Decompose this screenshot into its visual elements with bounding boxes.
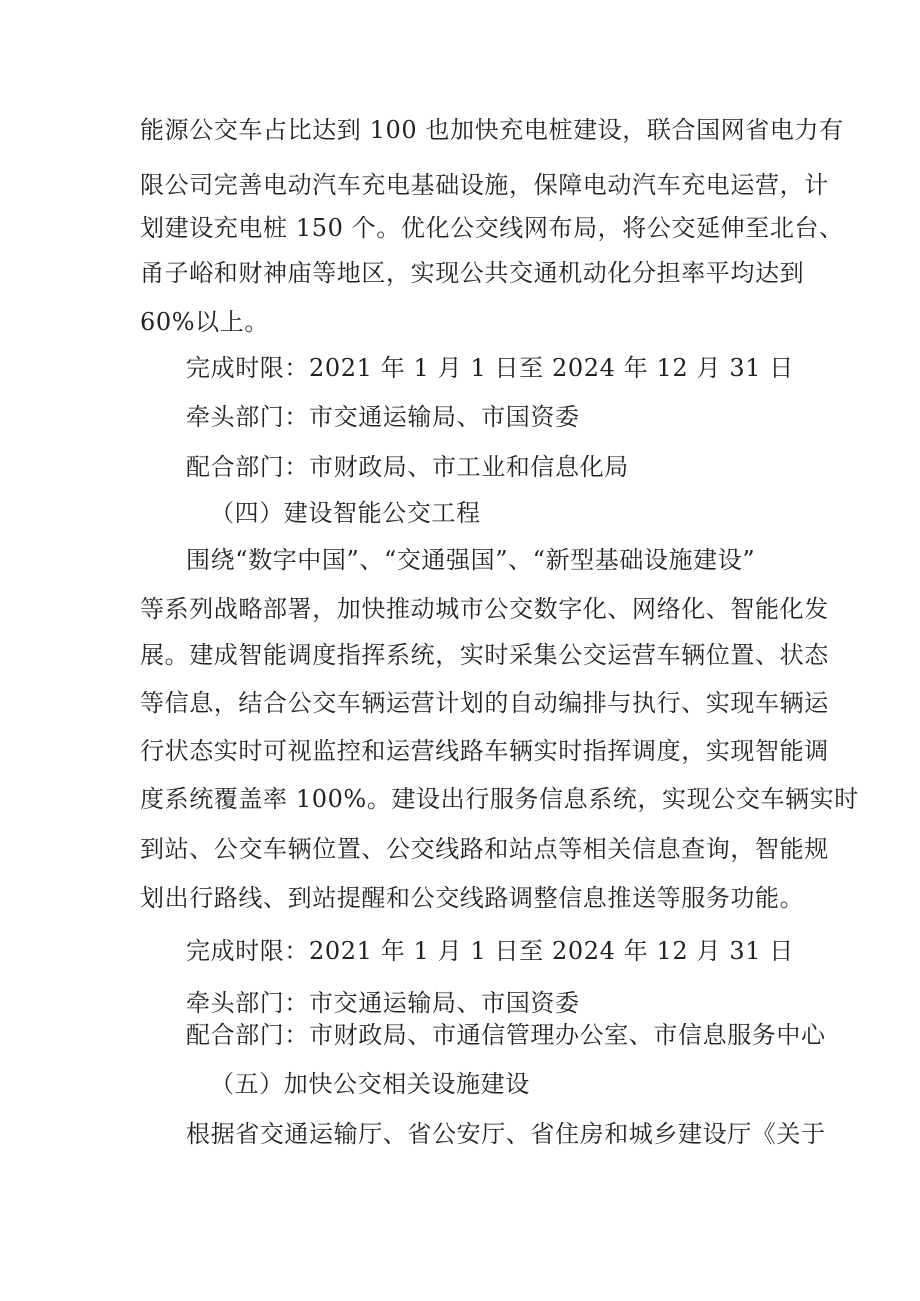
lead-department-line-1: 牵头部门：市交通运输局、市国资委 <box>186 403 580 431</box>
support-department-line-1: 配合部门：市财政局、市工业和信息化局 <box>186 453 629 481</box>
section-heading-4: （四）建设智能公交工程 <box>210 499 481 527</box>
body-line-3: 划建设充电桩 150 个。优化公交线网布局，将公交延伸至北台、 <box>140 214 844 242</box>
body-line-14: 根据省交通运输厅、省公安厅、省住房和城乡建设厅《关于 <box>186 1120 826 1148</box>
body-line-11: 度系统覆盖率 100%。建设出行服务信息系统，实现公交车辆实时 <box>140 785 859 813</box>
deadline-line-2: 完成时限：2021 年 1 月 1 日至 2024 年 12 月 31 日 <box>186 937 794 965</box>
body-line-1: 能源公交车占比达到 100 也加快充电桩建设，联合国网省电力有 <box>140 116 844 144</box>
body-line-4: 甬子峪和财神庙等地区，实现公共交通机动化分担率平均达到 <box>140 259 805 287</box>
body-line-12: 到站、公交车辆位置、公交线路和站点等相关信息查询，智能规 <box>140 835 829 863</box>
body-line-10: 行状态实时可视监控和运营线路车辆实时指挥调度，实现智能调 <box>140 737 829 765</box>
body-line-13: 划出行路线、到站提醒和公交线路调整信息推送等服务功能。 <box>140 884 805 912</box>
lead-department-line-2: 牵头部门：市交通运输局、市国资委 <box>186 989 580 1017</box>
body-line-7: 等系列战略部署，加快推动城市公交数字化、网络化、智能化发 <box>140 595 829 623</box>
section-heading-5: （五）加快公交相关设施建设 <box>210 1070 530 1098</box>
body-line-2: 限公司完善电动汽车充电基础设施，保障电动汽车充电运营，计 <box>140 171 829 199</box>
deadline-line-1: 完成时限：2021 年 1 月 1 日至 2024 年 12 月 31 日 <box>186 354 794 382</box>
body-line-8: 展。建成智能调度指挥系统，实时采集公交运营车辆位置、状态 <box>140 641 829 669</box>
body-line-9: 等信息，结合公交车辆运营计划的自动编排与执行、实现车辆运 <box>140 689 829 717</box>
support-department-line-2: 配合部门：市财政局、市通信管理办公室、市信息服务中心 <box>186 1021 826 1049</box>
body-line-5: 60%以上。 <box>140 308 269 336</box>
body-line-6: 围绕“数字中国”、“交通强国”、“新型基础设施建设” <box>186 546 756 574</box>
